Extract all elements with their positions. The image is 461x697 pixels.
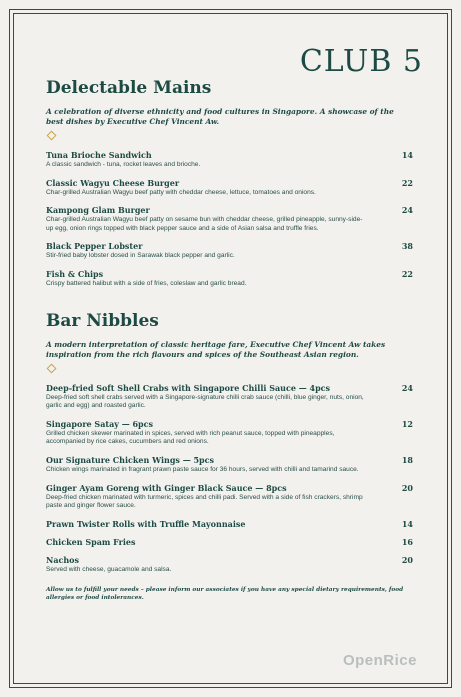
item-price: 22 — [401, 268, 413, 279]
item-description: Deep-fried chicken marinated with turmeric, spices and chilli padi. Served with a side of fish crackers, shrimp paste and ginger flower sauce. — [46, 493, 363, 510]
menu-item — [46, 483, 413, 511]
menu-item — [46, 519, 413, 529]
item-price: 14 — [401, 150, 413, 160]
item-name: Kampong Glam Burger — [46, 205, 150, 216]
item-price: 24 — [401, 205, 413, 216]
item-name: Classic Wagyu Cheese Burger — [46, 177, 180, 188]
section-bar-nibbles — [46, 311, 413, 575]
section-intro: A modern interpretation of classic heritage fare, Executive Chef Vincent Aw takes inspiration from the rich flavours and spices of the Southeast Asian region. — [46, 339, 386, 359]
item-description: Crispy battered halibut with a side of fries, coleslaw and garlic bread. — [46, 279, 247, 287]
item-price: 24 — [401, 382, 413, 393]
item-price: 22 — [401, 177, 413, 188]
dietary-note: Allow us to fulfill your needs – please inform our associates if you have any special dietary requirements, food allergies or food intolerances. — [46, 587, 404, 602]
menu-item — [46, 241, 413, 261]
section-title: Bar Nibbles — [46, 310, 159, 331]
item-name: Fish & Chips — [46, 268, 104, 279]
item-name: Ginger Ayam Goreng with Ginger Black Sauce — 8pcs — [46, 482, 287, 493]
item-name: Nachos — [46, 554, 80, 565]
section-title: Delectable Mains — [46, 78, 212, 98]
item-name: Singapore Satay — 6pcs — [46, 418, 154, 429]
item-price: 20 — [401, 554, 413, 565]
item-price: 38 — [401, 241, 413, 252]
item-description: A classic sandwich - tuna, rocket leaves and brioche. — [46, 161, 201, 168]
item-name: Chicken Spam Fries — [46, 536, 136, 547]
section-delectable-mains — [46, 78, 413, 289]
item-price: 18 — [401, 454, 413, 465]
item-name: Our Signature Chicken Wings — 5pcs — [46, 454, 215, 465]
item-description: Char-grilled Australian Wagyu beef patty with cheddar cheese, lettuce, tomatoes and onions. — [46, 188, 316, 196]
menu-item — [46, 555, 413, 575]
menu-item — [46, 205, 413, 233]
menu-item — [46, 178, 413, 198]
item-name: Deep-fried Soft Shell Crabs with Singapore Chilli Sauce — 4pcs — [46, 382, 331, 393]
item-description: Grilled chicken skewer marinated in spices, served with rich peanut sauce, topped with pineapples, accompanied by rice cakes, cucumbers and red onions. — [46, 429, 335, 446]
item-description: Char-grilled Australian Wagyu beef patty on sesame bun with cheddar cheese, grilled pineapple, sunny-side-up egg, onion rings topped with black pepper sauce and a side of Asian salsa and truffle fries. — [46, 216, 363, 232]
item-name: Prawn Twister Rolls with Truffle Mayonnaise — [46, 518, 246, 529]
item-name: Black Pepper Lobster — [46, 241, 143, 252]
diamond-divider-icon — [47, 131, 57, 141]
item-description: Deep-fried soft shell crabs served with a Singapore-signature chilli crab sauce (chilli, blue ginger, nuts, onion, garlic and egg) and roasted garlic. — [46, 393, 364, 410]
item-description: Served with cheese, guacamole and salsa. — [46, 565, 172, 573]
menu-content — [46, 78, 413, 608]
item-description: Chicken wings marinated in fragrant prawn paste sauce for 36 hours, served with chilli and tamarind sauce. — [46, 465, 359, 473]
menu-item — [46, 537, 413, 547]
item-price: 20 — [401, 482, 413, 493]
item-name: Tuna Brioche Sandwich — [46, 150, 152, 160]
menu-item — [46, 383, 413, 411]
item-price: 14 — [401, 518, 413, 529]
watermark: OpenRice — [342, 652, 417, 669]
item-description: Stir-fried baby lobster dosed in Sarawak black pepper and garlic. — [46, 252, 235, 260]
item-price: 16 — [401, 536, 413, 547]
item-price: 12 — [401, 418, 413, 429]
diamond-divider-icon — [47, 363, 57, 373]
brand-logo: CLUB 5 — [299, 44, 423, 79]
menu-item — [46, 419, 413, 447]
menu-item — [46, 269, 413, 289]
section-intro: A celebration of diverse ethnicity and food cultures in Singapore. A showcase of the best dishes by Executive Chef Vincent Aw. — [46, 107, 394, 126]
menu-item — [46, 455, 413, 475]
menu-item — [46, 150, 413, 170]
